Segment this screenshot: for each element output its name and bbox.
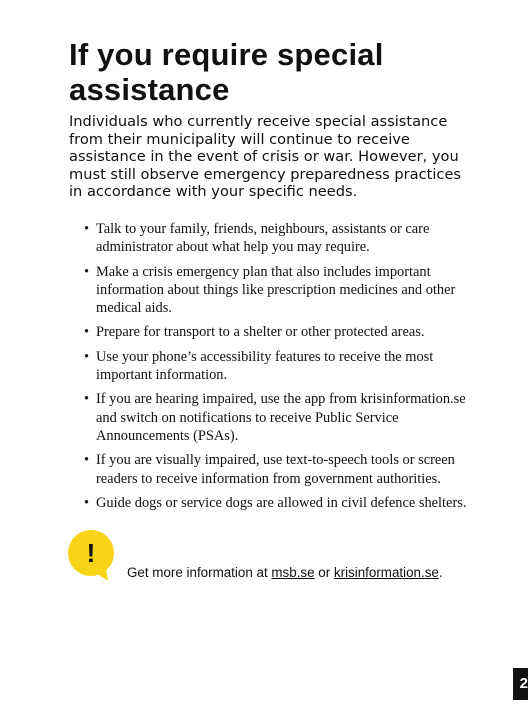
- more-info-suffix: .: [438, 565, 443, 580]
- page-number-label: 2: [519, 675, 528, 692]
- list-item-text: Guide dogs or service dogs are allowed in civil defence shelters.: [96, 494, 467, 511]
- more-info-joiner: or: [314, 565, 334, 580]
- page-number: [513, 668, 528, 700]
- list-item: [84, 323, 474, 341]
- list-item-text: If you are hearing impaired, use the app from krisinformation.se and switch on notifications to receive Public Service Announcements (PSAs).: [96, 391, 466, 444]
- bullet-dot: •: [84, 391, 90, 408]
- page-title: If you require special assistance: [69, 37, 384, 107]
- bullet-list: [84, 220, 474, 518]
- msb-link[interactable]: msb.se: [271, 565, 315, 580]
- bullet-dot: •: [84, 263, 90, 280]
- list-item: [84, 494, 474, 512]
- bullet-dot: •: [84, 494, 90, 511]
- bullet-dot: •: [84, 221, 90, 237]
- list-item: [84, 451, 474, 488]
- list-item-text: Make a crisis emergency plan that also includes important information about things like prescription medicines and other medical aids.: [96, 263, 456, 317]
- intro-paragraph: Individuals who currently receive special assistance from their municipality will continue to receive assistance in the event of crisis or war. However, you must still observe emergency preparedness practices in accordance with your specific needs.: [69, 113, 462, 200]
- list-item-text: Prepare for transport to a shelter or other protected areas.: [96, 324, 425, 341]
- more-info-prefix: Get more information at: [127, 565, 272, 580]
- bullet-dot: •: [84, 324, 90, 341]
- list-item: [84, 348, 474, 385]
- list-item-text: Talk to your family, friends, neighbours, assistants or care administrator about what help you may require.: [96, 221, 430, 256]
- bullet-dot: •: [84, 452, 90, 469]
- list-item-text: Use your phone’s accessibility features to receive the most important information.: [96, 348, 434, 384]
- list-item: [84, 390, 474, 445]
- krisinformation-link[interactable]: krisinformation.se: [333, 565, 439, 580]
- list-item: [84, 220, 474, 257]
- bullet-dot: •: [84, 348, 90, 365]
- exclamation-mark: !: [86, 538, 96, 568]
- list-item-text: If you are visually impaired, use text-to-speech tools or screen readers to receive information from government authorities.: [96, 452, 455, 487]
- list-item: [84, 263, 474, 318]
- more-info-text: [127, 564, 443, 581]
